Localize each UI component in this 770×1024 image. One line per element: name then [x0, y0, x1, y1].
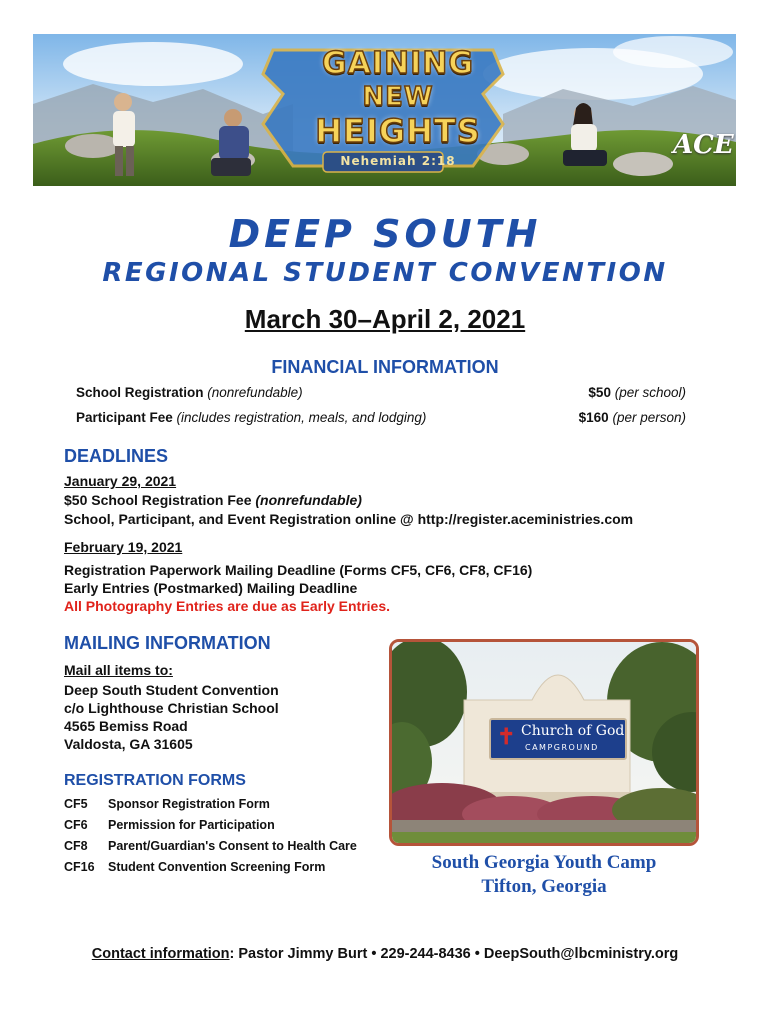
deadline-item-photography: All Photography Entries are due as Early Entries.: [64, 598, 390, 614]
fee-unit: (per school): [614, 385, 686, 400]
banner-title-line1: GAINING: [321, 46, 474, 81]
mailing-line: 4565 Bemiss Road: [64, 718, 188, 734]
fee-note: (nonrefundable): [207, 385, 303, 400]
deadline-item-early: Early Entries (Postmarked) Mailing Deadline: [64, 580, 358, 596]
convention-dates: March 30–April 2, 2021: [244, 304, 526, 334]
deadline-fee-note: (nonrefundable): [255, 492, 362, 508]
form-name: Parent/Guardian's Consent to Health Care: [108, 839, 357, 853]
title-deep-south: DEEP SOUTH: [228, 212, 542, 256]
fee-unit: (per person): [612, 410, 686, 425]
title-regional-convention: REGIONAL STUDENT CONVENTION: [102, 258, 668, 288]
campground-photo: [389, 639, 699, 846]
deadlines-heading: DEADLINES: [64, 446, 169, 466]
form-item: [64, 839, 357, 853]
cross-icon: ✝: [497, 724, 516, 750]
form-code: CF5: [64, 797, 88, 811]
fee-note: (includes registration, meals, and lodging): [176, 410, 427, 425]
form-item: [64, 797, 270, 811]
form-code: CF8: [64, 839, 88, 853]
mailing-heading: MAILING INFORMATION: [64, 633, 271, 653]
mailing-line: c/o Lighthouse Christian School: [64, 700, 279, 716]
forms-heading: REGISTRATION FORMS: [64, 772, 246, 789]
form-name: Permission for Participation: [108, 818, 275, 832]
fee-amount: $50: [588, 385, 611, 400]
contact-label: Contact information: [91, 946, 230, 962]
photo-caption-line2: Tifton, Georgia: [481, 876, 607, 897]
banner-title-line2: NEW: [362, 82, 434, 112]
deadline-item-fee: [64, 492, 362, 508]
contact-line: [0, 946, 770, 962]
financial-heading: FINANCIAL INFORMATION: [271, 357, 499, 377]
banner-image: [33, 34, 736, 186]
deadline-item-paperwork: Registration Paperwork Mailing Deadline (Forms CF5, CF6, CF8, CF16): [64, 562, 533, 578]
fee-label: Participant Fee: [76, 410, 173, 425]
ace-logo: ACE: [673, 130, 734, 160]
deadline-date-1: January 29, 2021: [64, 473, 177, 489]
contact-details: : Pastor Jimmy Burt • 229-244-8436 • DeepSouth@lbcministry.org: [229, 946, 679, 962]
deadline-fee-text: $50 School Registration Fee: [64, 492, 252, 508]
mailing-line: Deep South Student Convention: [64, 682, 279, 698]
deadline-date-2: February 19, 2021: [64, 539, 183, 555]
banner-title: [303, 40, 493, 182]
form-item: [64, 818, 275, 832]
fee-label: School Registration: [76, 385, 204, 400]
fee-amount: $160: [578, 410, 609, 425]
deadline-item-online: School, Participant, and Event Registration online @ http://register.aceministries.com: [64, 511, 634, 527]
photo-caption-line1: South Georgia Youth Camp: [431, 852, 657, 873]
banner-title-line3: HEIGHTS: [315, 112, 481, 150]
form-name: Sponsor Registration Form: [108, 797, 270, 811]
campground-sign: [489, 718, 627, 760]
sign-sub: CAMPGROUND: [525, 743, 599, 752]
form-code: CF6: [64, 818, 88, 832]
mailing-line: Valdosta, GA 31605: [64, 736, 193, 752]
form-name: Student Convention Screening Form: [108, 860, 326, 874]
form-code: CF16: [64, 860, 95, 874]
form-item: [64, 860, 325, 874]
banner-verse: Nehemiah 2:18: [340, 154, 456, 168]
sign-name: Church of God: [521, 723, 625, 739]
mailing-intro: Mail all items to:: [64, 662, 173, 678]
